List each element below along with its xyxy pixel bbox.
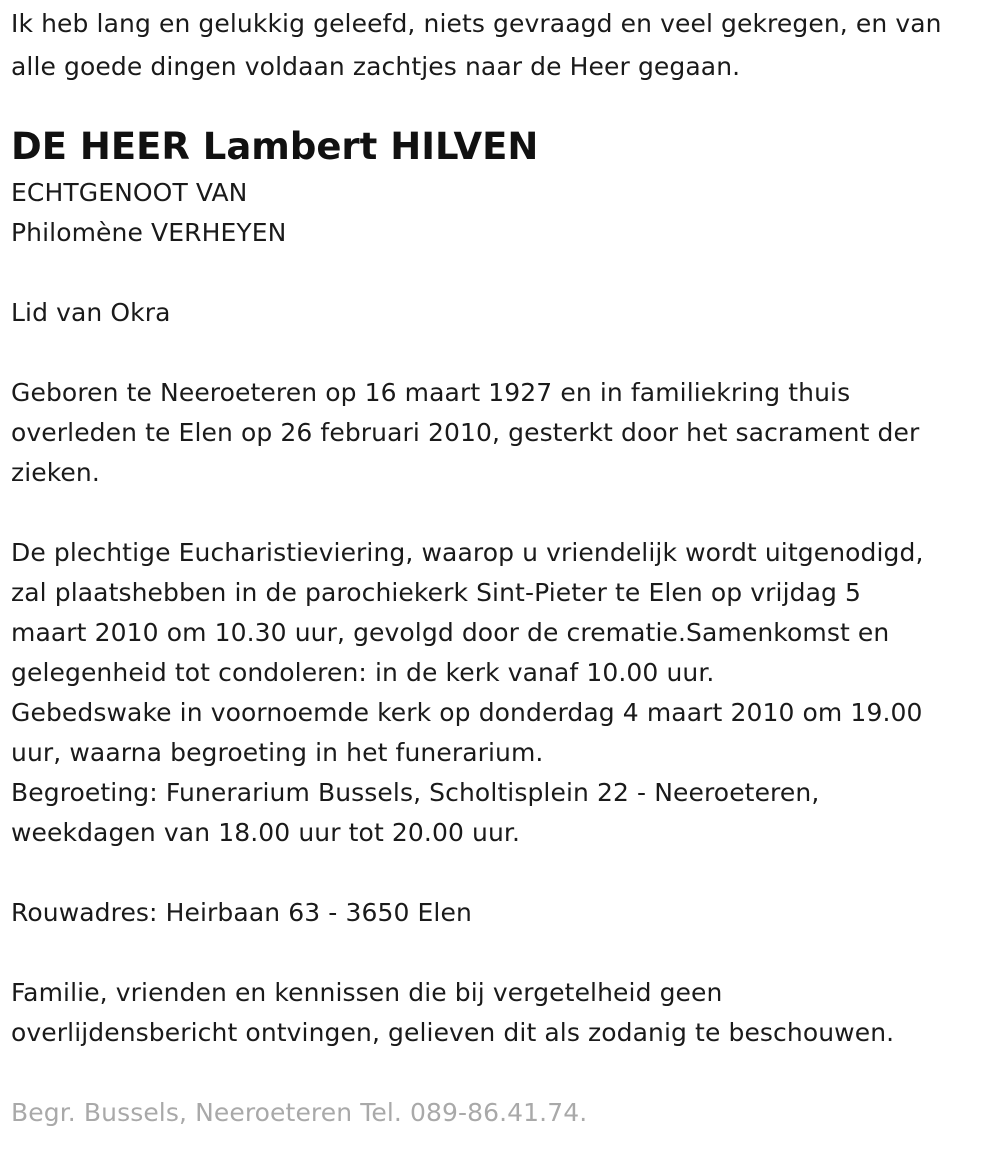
birth-death-line-1: Geboren te Neeroeteren op 16 maart 1927 en in familiekring thuis — [11, 378, 851, 407]
membership: Lid van Okra — [11, 298, 171, 327]
ceremony-line-7: Begroeting: Funerarium Bussels, Scholtisplein 22 - Neeroeteren, — [11, 778, 820, 807]
ceremony-line-6: uur, waarna begroeting in het funerarium. — [11, 738, 544, 767]
quote-line-1: Ik heb lang en gelukkig geleefd, niets gevraagd en veel gekregen, en van — [11, 9, 942, 38]
ceremony-line-5: Gebedswake in voornoemde kerk op donderdag 4 maart 2010 om 19.00 — [11, 698, 923, 727]
birth-death-line-2: overleden te Elen op 26 februari 2010, gesterkt door het sacrament der — [11, 418, 920, 447]
notice-line-2: overlijdensbericht ontvingen, gelieven dit als zodanig te beschouwen. — [11, 1018, 895, 1047]
ceremony-line-2: zal plaatshebben in de parochiekerk Sint-Pieter te Elen op vrijdag 5 — [11, 578, 862, 607]
quote-line-2: alle goede dingen voldaan zachtjes naar de Heer gegaan. — [11, 52, 741, 81]
notice-line-1: Familie, vrienden en kennissen die bij vergetelheid geen — [11, 978, 723, 1007]
deceased-name: DE HEER Lambert HILVEN — [11, 125, 539, 168]
spouse-name: Philomène VERHEYEN — [11, 218, 287, 247]
birth-death-line-3: zieken. — [11, 458, 100, 487]
ceremony-line-3: maart 2010 om 10.30 uur, gevolgd door de crematie.Samenkomst en — [11, 618, 890, 647]
relation-label: ECHTGENOOT VAN — [11, 178, 248, 207]
ceremony-line-4: gelegenheid tot condoleren: in de kerk vanaf 10.00 uur. — [11, 658, 715, 687]
ceremony-line-8: weekdagen van 18.00 uur tot 20.00 uur. — [11, 818, 521, 847]
funeral-home-footer: Begr. Bussels, Neeroeteren Tel. 089-86.41.74. — [11, 1098, 588, 1127]
ceremony-line-1: De plechtige Eucharistieviering, waarop u vriendelijk wordt uitgenodigd, — [11, 538, 924, 567]
mourning-address: Rouwadres: Heirbaan 63 - 3650 Elen — [11, 898, 472, 927]
